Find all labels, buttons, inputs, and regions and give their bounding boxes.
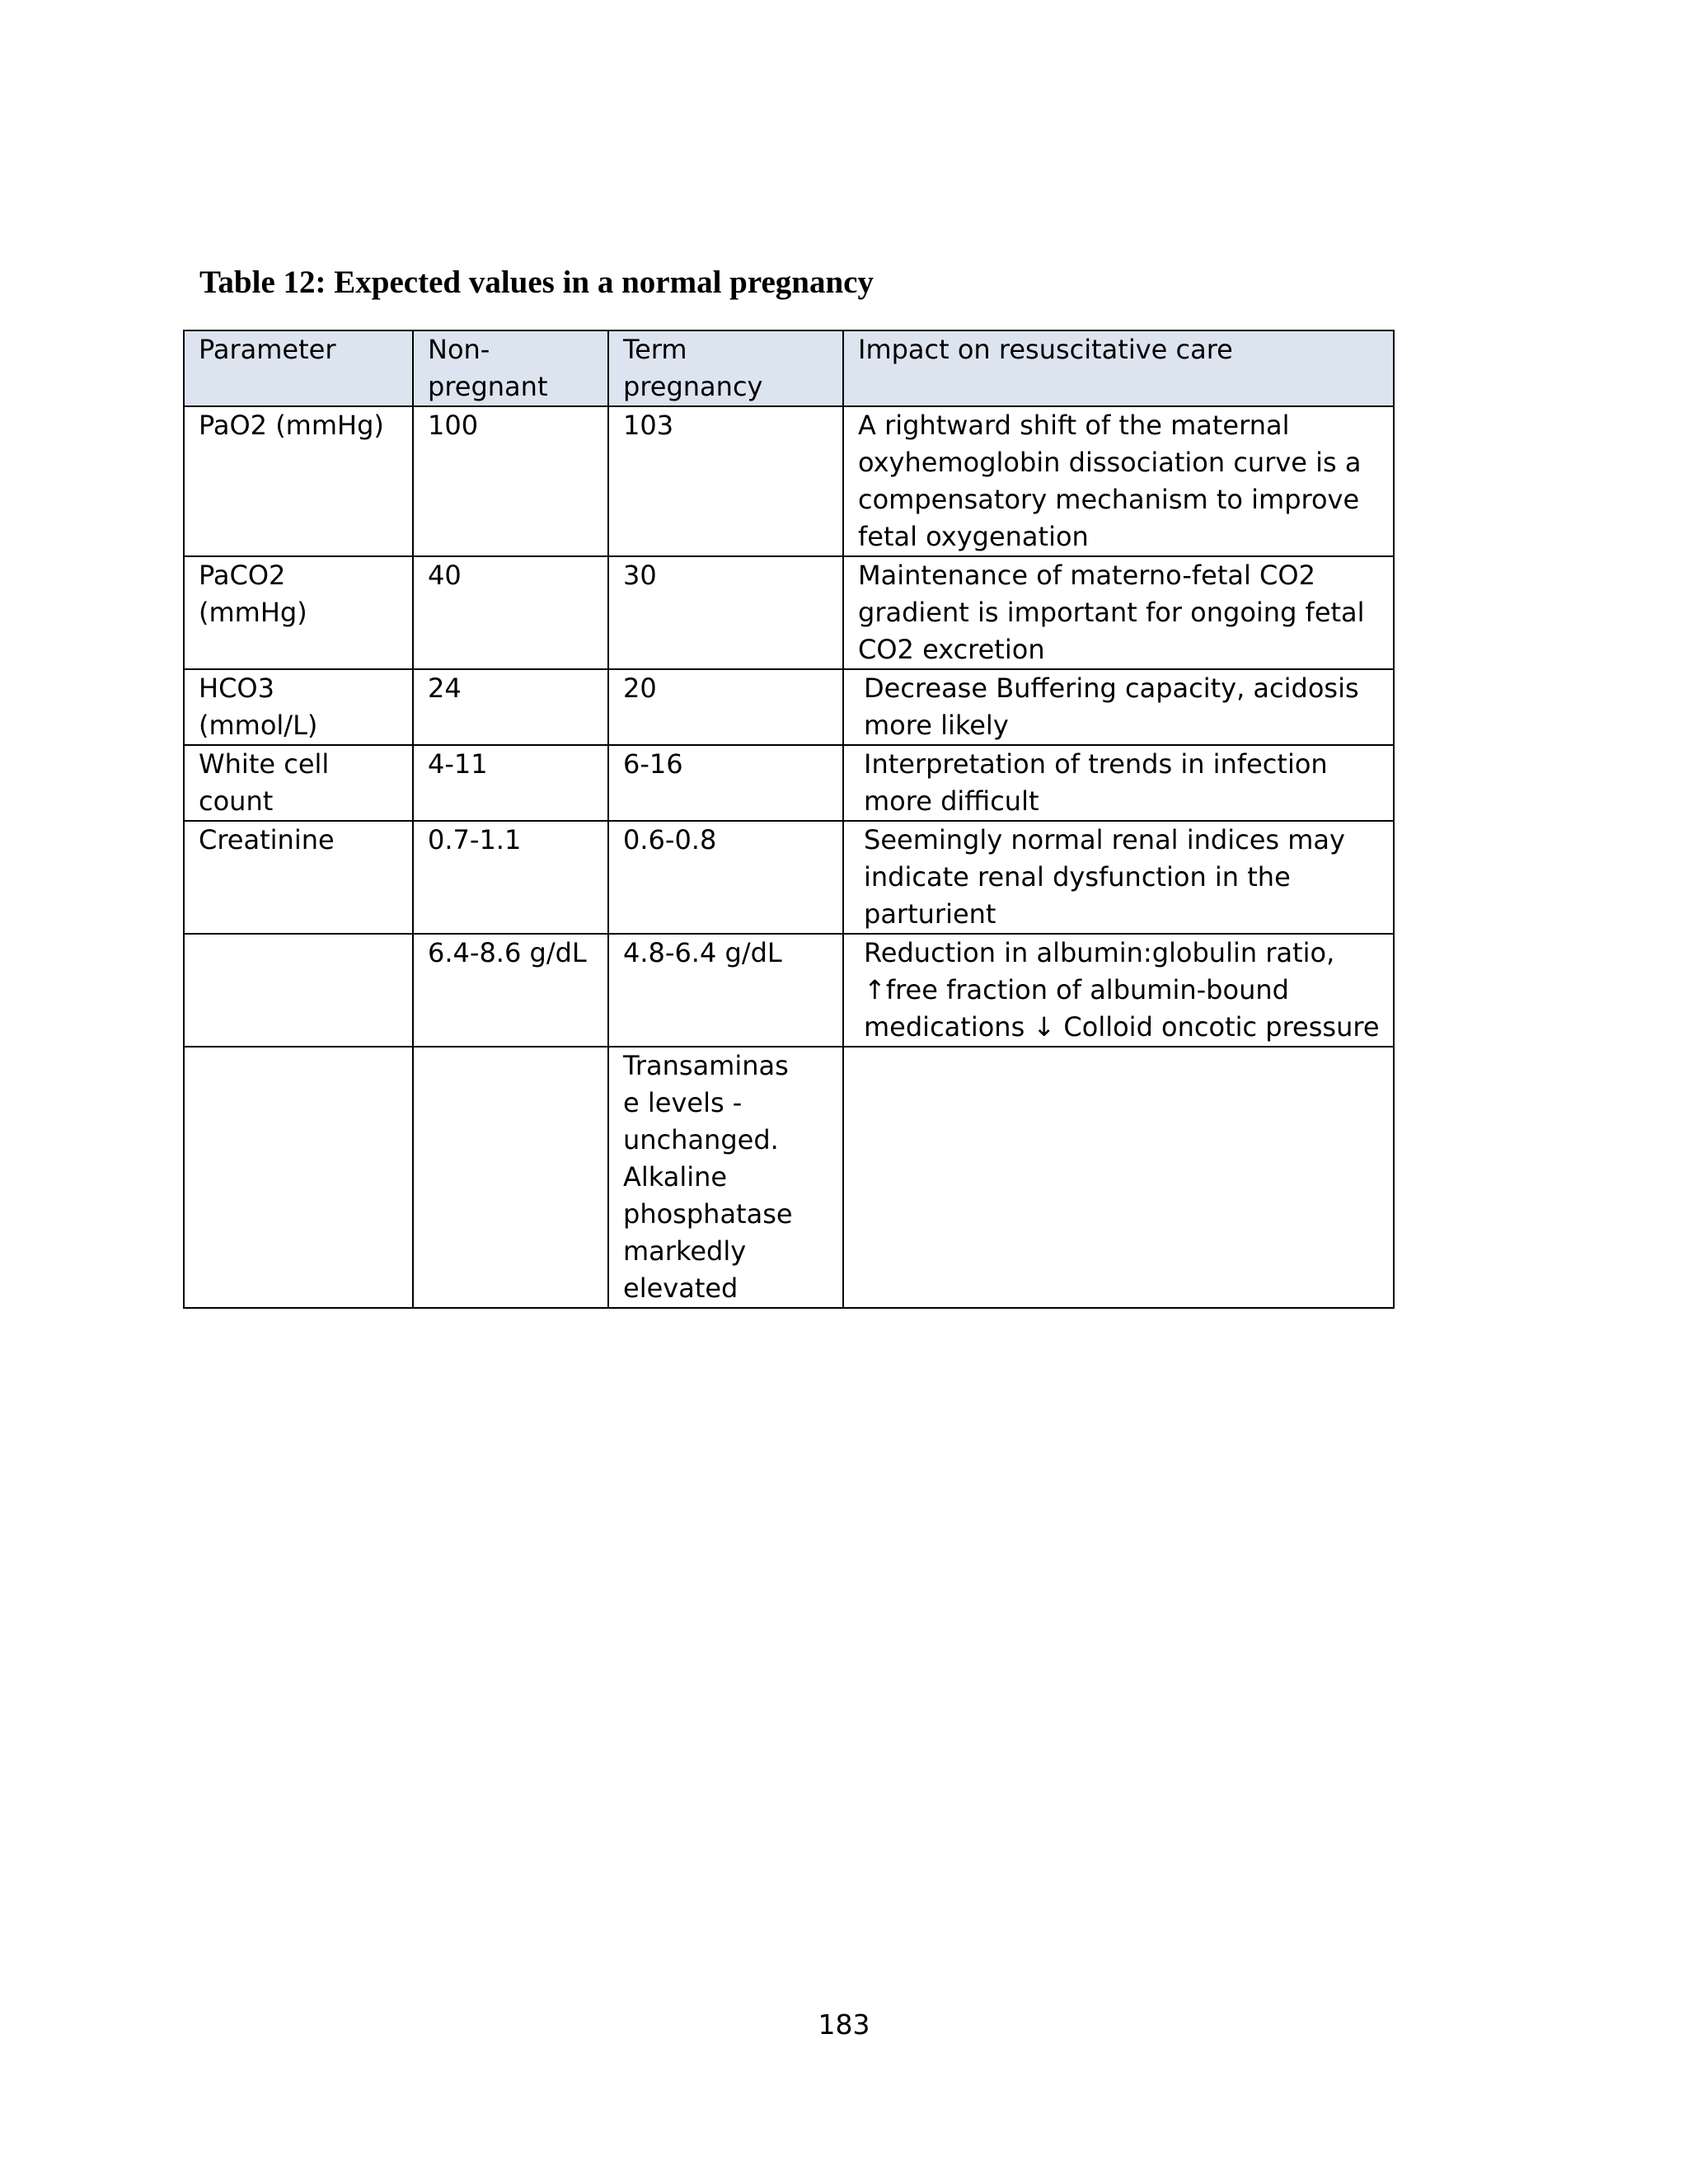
cell-non-pregnant: 24	[413, 669, 608, 745]
table-row	[184, 934, 1394, 1047]
expected-values-table	[183, 330, 1395, 1309]
cell-parameter: White cell count	[184, 745, 413, 821]
cell-impact: Decrease Buffering capacity, acidosis more likely	[843, 669, 1394, 745]
cell-term-pregnancy: 103	[608, 406, 843, 556]
cell-non-pregnant: 4-11	[413, 745, 608, 821]
cell-term-pregnancy: 0.6-0.8	[608, 821, 843, 934]
cell-non-pregnant: 40	[413, 556, 608, 669]
cell-impact: Reduction in albumin:globulin ratio, ↑free fraction of albumin-bound medications ↓ Colloid oncotic pressure	[843, 934, 1394, 1047]
cell-impact: Maintenance of materno-fetal CO2 gradient is important for ongoing fetal CO2 excretion	[843, 556, 1394, 669]
cell-non-pregnant: 0.7-1.1	[413, 821, 608, 934]
cell-impact	[843, 1047, 1394, 1308]
table-row	[184, 669, 1394, 745]
cell-term-pregnancy: 30	[608, 556, 843, 669]
cell-non-pregnant: 100	[413, 406, 608, 556]
cell-impact: Seemingly normal renal indices may indicate renal dysfunction in the parturient	[843, 821, 1394, 934]
table-row	[184, 556, 1394, 669]
cell-impact: A rightward shift of the maternal oxyhemoglobin dissociation curve is a compensatory mechanism to improve fetal oxygenation	[843, 406, 1394, 556]
page-number: 183	[818, 2008, 870, 2041]
cell-parameter	[184, 934, 413, 1047]
header-parameter: Parameter	[184, 330, 413, 406]
cell-term-pregnancy: 20	[608, 669, 843, 745]
table-row	[184, 1047, 1394, 1308]
header-non-pregnant: Non- pregnant	[413, 330, 608, 406]
table-row	[184, 406, 1394, 556]
header-term-pregnancy: Term pregnancy	[608, 330, 843, 406]
cell-parameter: PaCO2 (mmHg)	[184, 556, 413, 669]
cell-parameter	[184, 1047, 413, 1308]
table-row	[184, 745, 1394, 821]
table-title: Table 12: Expected values in a normal pregnancy	[199, 265, 874, 300]
cell-term-pregnancy: Transaminase levels - unchanged. Alkaline phosphatase markedly elevated	[608, 1047, 843, 1308]
cell-non-pregnant	[413, 1047, 608, 1308]
cell-term-pregnancy: 4.8-6.4 g/dL	[608, 934, 843, 1047]
cell-term-pregnancy: 6-16	[608, 745, 843, 821]
cell-parameter: HCO3 (mmol/L)	[184, 669, 413, 745]
table-header-row	[184, 330, 1394, 406]
cell-non-pregnant: 6.4-8.6 g/dL	[413, 934, 608, 1047]
cell-parameter: PaO2 (mmHg)	[184, 406, 413, 556]
cell-impact: Interpretation of trends in infection more difficult	[843, 745, 1394, 821]
table-row	[184, 821, 1394, 934]
header-impact: Impact on resuscitative care	[843, 330, 1394, 406]
cell-parameter: Creatinine	[184, 821, 413, 934]
